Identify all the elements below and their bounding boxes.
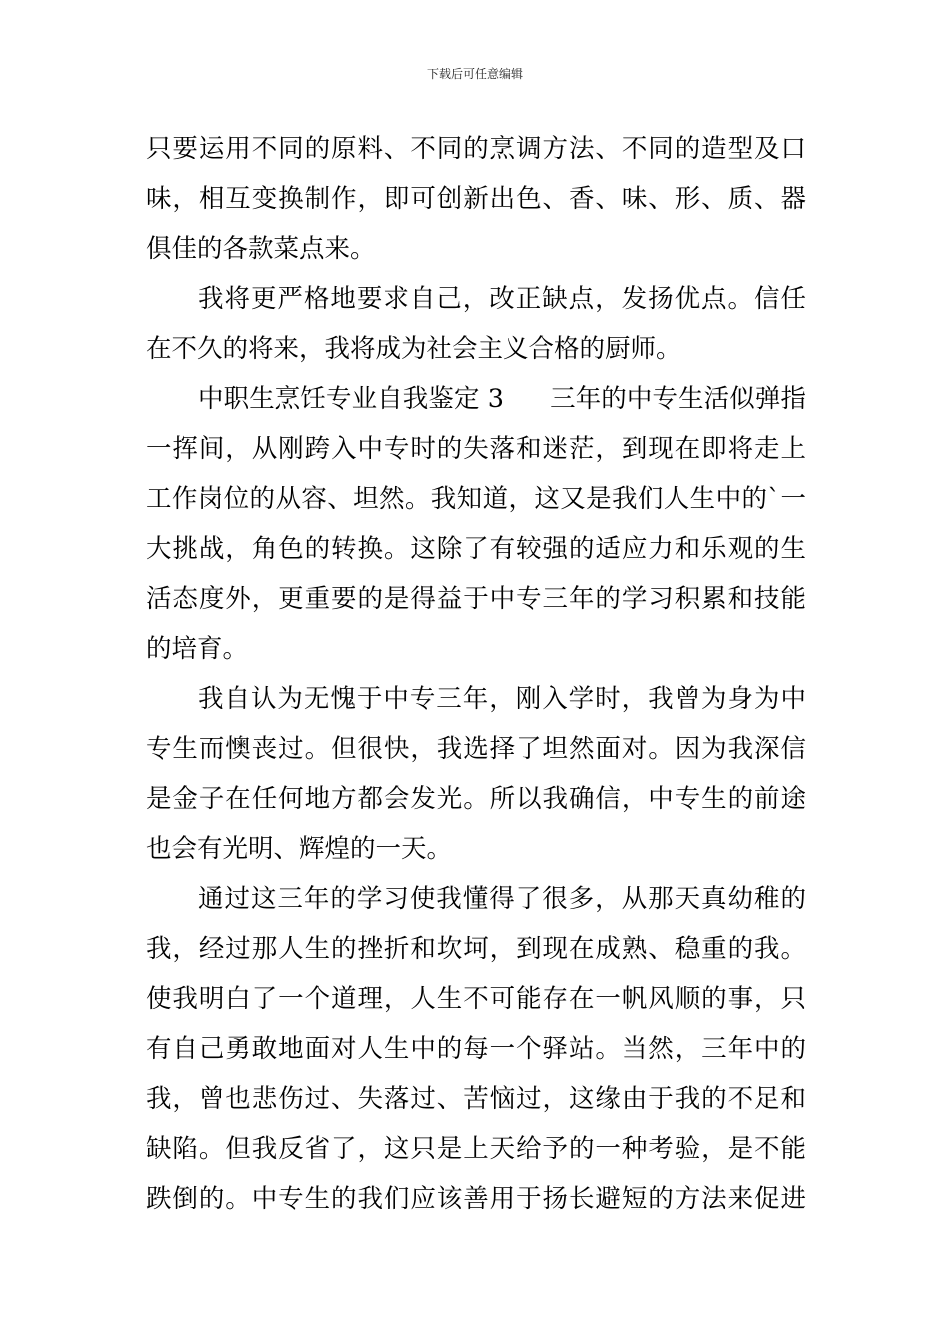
paragraph-3-line-1: [146, 374, 806, 424]
paragraph-5-line-7: 跌倒的。中专生的我们应该善用于扬长避短的方法来促进: [146, 1184, 806, 1214]
paragraph-5-line-6: 缺陷。但我反省了，这只是上天给予的一种考验，是不能: [146, 1134, 806, 1164]
paragraph-1-line-1: 只要运用不同的原料、不同的烹调方法、不同的造型及口: [146, 134, 806, 164]
paragraph-4-line-2: 专生而懊丧过。但很快，我选择了坦然面对。因为我深信: [146, 734, 806, 764]
paragraph-5-line-4: 有自己勇敢地面对人生中的每一个驿站。当然，三年中的: [146, 1034, 806, 1064]
section-heading: 中职生烹饪专业自我鉴定 3: [198, 384, 504, 414]
paragraph-5-line-2: 我，经过那人生的挫折和坎坷，到现在成熟、稳重的我。: [146, 934, 806, 964]
paragraph-5-line-1: 通过这三年的学习使我懂得了很多，从那天真幼稚的: [198, 884, 806, 914]
paragraph-4-line-1: 我自认为无愧于中专三年，刚入学时，我曾为身为中: [198, 684, 806, 714]
document-body: [146, 124, 806, 1224]
paragraph-3-line-6: 的培育。: [146, 634, 249, 664]
paragraph-5-line-3: 使我明白了一个道理，人生不可能存在一帆风顺的事，只: [146, 984, 806, 1014]
paragraph-3-line-4: 大挑战，角色的转换。这除了有较强的适应力和乐观的生: [146, 534, 806, 564]
paragraph-2-line-1: 我将更严格地要求自己，改正缺点，发扬优点。信任: [198, 284, 806, 314]
paragraph-1-line-2: 味，相互变换制作，即可创新出色、香、味、形、质、器: [146, 184, 806, 214]
paragraph-3-line-5: 活态度外，更重要的是得益于中专三年的学习积累和技能: [146, 584, 806, 614]
paragraph-3-first-line-text: 三年的中专生活似弹指: [550, 384, 806, 414]
paragraph-2-line-2: 在不久的将来，我将成为社会主义合格的厨师。: [146, 334, 682, 364]
paragraph-4-line-4: 也会有光明、辉煌的一天。: [146, 834, 453, 864]
paragraph-3-line-2: 一挥间，从刚跨入中专时的失落和迷茫，到现在即将走上: [146, 434, 806, 464]
paragraph-5-line-5: 我，曾也悲伤过、失落过、苦恼过，这缘由于我的不足和: [146, 1084, 806, 1114]
page-header: 下载后可任意编辑: [426, 67, 523, 81]
paragraph-4-line-3: 是金子在任何地方都会发光。所以我确信，中专生的前途: [146, 784, 806, 814]
paragraph-3-line-3: 工作岗位的从容、坦然。我知道，这又是我们人生中的`一: [146, 484, 806, 514]
paragraph-1-line-3: 俱佳的各款菜点来。: [146, 234, 376, 264]
